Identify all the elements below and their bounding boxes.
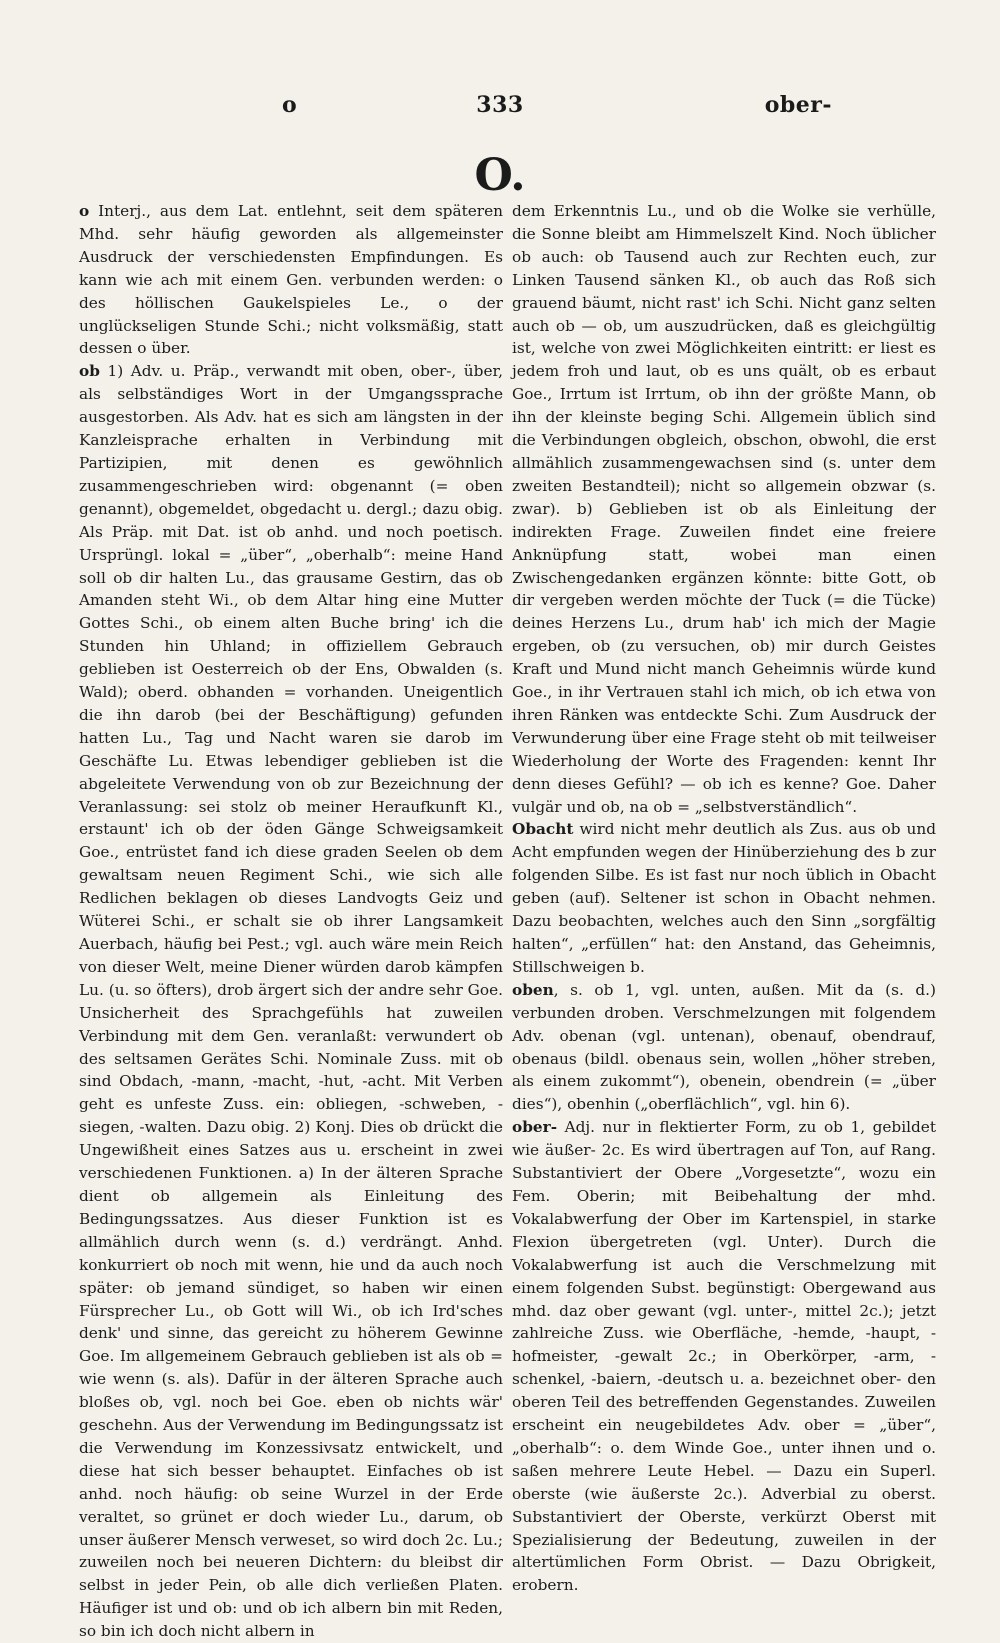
headword-o: o xyxy=(79,202,90,220)
headword-ober: ober- xyxy=(512,1118,558,1137)
entry-oben xyxy=(512,979,936,1116)
entry-ober xyxy=(512,1116,936,1597)
running-head-right: ober- xyxy=(764,92,832,118)
entry-oben-text: , s. ob 1, vgl. unten, außen. Mit da (s. d.) verbunden droben. Verschmelzungen mit folgendem Adv. obenan (vgl. untenan), obenauf, obendrauf, obenaus (bildl. obenaus sein, wollen „höher streben, als einem zukommt“), obenein, obendrein (= „über dies“), obenhin („oberflächlich“, vgl. hin 6). xyxy=(512,980,936,1114)
running-head-left: o xyxy=(282,92,298,118)
page-number: 333 xyxy=(476,92,524,118)
entry-ob-continuation: dem Erkenntnis Lu., und ob die Wolke sie verhülle, die Sonne bleibt am Himmelszelt Kind. Noch üblicher ob auch: ob Tausend auch zur Rechten euch, zur Linken Tausend sänken Kl., ob auch das Roß sich grauend bäumt, nicht rast' ich Schi. Nicht ganz selten auch ob — ob, um auszudrücken, daß es gleichgültig ist, welche von zwei Möglichkeiten eintritt: er liest es jedem froh und laut, ob es uns quält, ob es erbaut Goe., Irrtum ist Irrtum, ob ihn der größte Mann, ob ihn der kleinste beging Schi. Allgemein üblich sind die Verbindungen obgleich, obschon, obwohl, die erst allmählich zusammengewachsen sind (s. unter dem zweiten Bestandteil); nicht so allgemein obzwar (s. zwar). b) Geblieben ist ob als Einleitung der indirekten Frage. Zuweilen findet eine freiere Anknüpfung statt, wobei man einen Zwischengedanken ergänzen könnte: bitte Gott, ob dir vergeben werden möchte der Tuck (= die Tücke) deines Herzens Lu., drum hab' ich mich der Magie ergeben, ob (zu versuchen, ob) mir durch Geistes Kraft und Mund nicht manch Geheimnis würde kund Goe., in ihr Vertrauen stahl ich mich, ob ich etwa von ihren Ränken was entdeckte Schi. Zum Ausdruck der Verwunderung über eine Frage steht ob mit teilweiser Wiederholung der Worte des Fragenden: kennt Ihr denn dieses Gefühl? — ob ich es kenne? Goe. Daher vulgär und ob, na ob = „selbstverständlich“. xyxy=(512,202,936,816)
headword-ob: ob xyxy=(79,362,100,381)
entry-o-text: Interj., aus dem Lat. entlehnt, seit dem späteren Mhd. sehr häufig geworden als allgemeinster Ausdruck der verschiedensten Empfindungen. Es kann wie ach mit einem Gen. verbunden werden: o des höllischen Gaukelspieles Le., o der unglückseligen Stunde Schi.; nicht volksmäßig, statt dessen o über. xyxy=(79,202,503,358)
right-column xyxy=(512,200,936,1597)
entry-obacht-text: wird nicht mehr deutlich als Zus. aus ob und Acht empfunden wegen der Hinüberziehung des b zur folgenden Silbe. Es ist fast nur noch üblich in Obacht geben (auf). Seltener ist schon in Obacht nehmen. Dazu beobachten, welches auch den Sinn „sorgfältig halten“, „erfüllen“ hat: den Anstand, das Geheimnis, Stillschweigen b. xyxy=(512,820,936,976)
entry-ober-text: Adj. nur in flektierter Form, zu ob 1, gebildet wie äußer- 2c. Es wird übertragen auf Ton, auf Rang. Substantiviert der Obere „Vorgesetzte“, wozu ein Fem. Oberin; mit Beibehaltung der mhd. Vokalabwerfung der Ober im Kartenspiel, in starke Flexion übergetreten (vgl. Unter). Durch die Vokalabwerfung ist auch die Verschmelzung mit einem folgenden Subst. begünstigt: Obergewand aus mhd. daz ober gewant (vgl. unter-, mittel 2c.); jetzt zahlreiche Zuss. wie Oberfläche, -hemde, -haupt, -hofmeister, -gewalt 2c.; in Oberkörper, -arm, -schenkel, -baiern, -deutsch u. a. bezeichnet ober- den oberen Teil des betreffenden Gegenstandes. Zuweilen erscheint ein neugebildetes Adv. ober = „über“, „oberhalb“: o. dem Winde Goe., unter ihnen und o. saßen mehrere Leute Hebel. — Dazu ein Superl. oberste (wie äußerste 2c.). Adverbial zu oberst. Substantiviert der Oberste, verkürzt Oberst mit Spezialisierung der Bedeutung, zuweilen in der altertümlichen Form Obrist. — Dazu Obrigkeit, erobern. xyxy=(512,1118,936,1595)
entry-ob-text: 1) Adv. u. Präp., verwandt mit oben, ober-, über, als selbständiges Wort in der Umgangssprache ausgestorben. Als Adv. hat es sich am längsten in der Kanzleisprache erhalten in Verbindung mit Partizipien, mit denen es gewöhnlich zusammengeschrieben wird: obgenannt (= oben genannt), obgemeldet, obgedacht u. dergl.; dazu obig. Als Präp. mit Dat. ist ob anhd. und noch poetisch. Ursprüngl. lokal = „über“, „oberhalb“: meine Hand soll ob dir halten Lu., das grausame Gestirn, das ob Amanden steht Wi., ob dem Altar hing eine Mutter Gottes Schi., ob einem alten Buche bring' ich die Stunden hin Uhland; in offiziellem Gebrauch geblieben ist Oesterreich ob der Ens, Obwalden (s. Wald); oberd. obhanden = vorhanden. Uneigentlich die ihn darob (bei der Beschäftigung) gefunden hatten Lu., Tag und Nacht waren sie darob im Geschäfte Lu. Etwas lebendiger geblieben ist die abgeleitete Verwendung von ob zur Bezeichnung der Veranlassung: sei stolz ob meiner Heraufkunft Kl., erstaunt' ich ob der öden Gänge Schweigsamkeit Goe., entrüstet fand ich diese graden Seelen ob dem gewaltsam neuen Regiment Schi., wie sich alle Redlichen beklagen ob dieses Landvogts Geiz und Wüterei Schi., er schalt sie ob ihrer Langsamkeit Auerbach, häufig bei Pest.; vgl. auch wäre mein Reich von dieser Welt, meine Diener würden darob kämpfen Lu. (u. so öfters), drob ärgert sich der andre sehr Goe. Unsicherheit des Sprachgefühls hat zuweilen Verbindung mit dem Gen. veranlaßt: verwundert ob des seltsamen Gerätes Schi. Nominale Zuss. mit ob sind Obdach, -mann, -macht, -hut, -acht. Mit Verben geht es unfeste Zuss. ein: obliegen, -schweben, -siegen, -walten. Dazu obig. 2) Konj. Dies ob drückt die Ungewißheit eines Satzes aus u. erscheint in zwei verschiedenen Funktionen. a) In der älteren Sprache dient ob allgemein als Einleitung des Bedingungssatzes. Aus dieser Funktion ist es allmählich durch wenn (s. d.) verdrängt. Anhd. konkurriert ob noch mit wenn, hie und da auch noch später: ob jemand sündiget, so haben wir einen Fürsprecher Lu., ob Gott will Wi., ob ich Ird'sches denk' und sinne, das gereicht zu höherem Gewinne Goe. Im allgemeinem Gebrauch geblieben ist als ob = wie wenn (s. als). Dafür in der älteren Sprache auch bloßes ob, vgl. noch bei Goe. eben ob nichts wär' geschehn. Aus der Verwendung im Bedingungssatz ist die Verwendung im Konzessivsatz entwickelt, und diese hat sich besser behauptet. Einfaches ob ist anhd. noch häufig: ob seine Wurzel in der Erde veraltet, so grünet er doch wieder Lu., darum, ob unser äußerer Mensch verweset, so wird doch 2c. Lu.; zuweilen noch bei neueren Dichtern: du bleibst dir selbst in jeder Pein, ob alle dich verließen Platen. Häufiger ist und ob: und ob ich albern bin mit Reden, so bin ich doch nicht albern in xyxy=(79,362,504,1641)
headword-oben: oben xyxy=(512,980,554,999)
entry-ob xyxy=(79,360,503,1643)
entry-o xyxy=(79,200,503,360)
section-letter-heading: O. xyxy=(474,150,526,201)
headword-obacht: Obacht xyxy=(512,820,574,839)
page-header xyxy=(70,92,930,122)
entry-obacht xyxy=(512,818,936,978)
left-column xyxy=(79,200,503,1643)
